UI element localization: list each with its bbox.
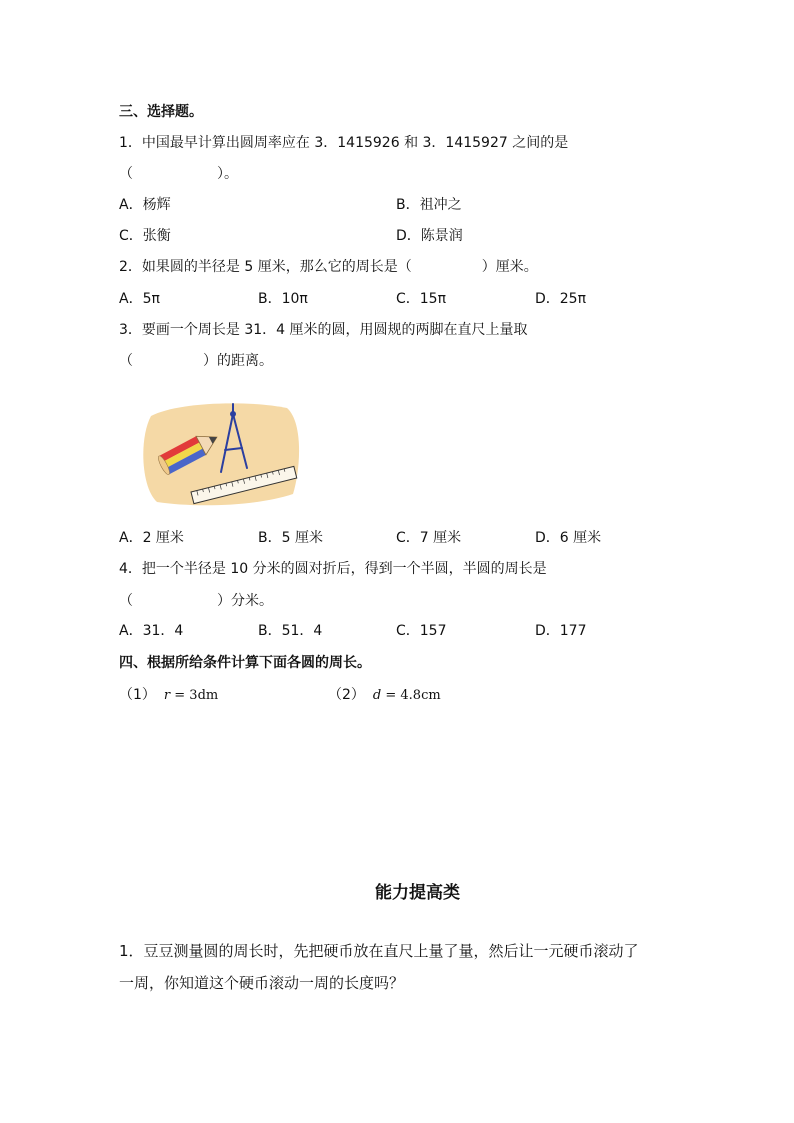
question-2-option-c: C．15π: [396, 291, 447, 307]
item-1-label: （1）: [119, 687, 156, 703]
question-3-option-d: D．6 厘米: [535, 530, 602, 546]
section-3-heading: 三、选择题。: [119, 104, 203, 120]
pencil-compass-ruler-illustration: [137, 398, 302, 508]
question-1-option-b: B．祖冲之: [396, 197, 462, 213]
section-4-item-2: [328, 686, 441, 705]
question-1-option-c: C．张衡: [119, 228, 171, 244]
question-4-option-d: D．177: [535, 623, 587, 639]
item-2-variable: d: [372, 688, 382, 703]
section-4-heading: 四、根据所给条件计算下面各圆的周长。: [119, 655, 371, 671]
question-4-option-a: A．31．4: [119, 623, 184, 639]
question-2-option-d: D．25π: [535, 291, 587, 307]
question-1-text: 1．中国最早计算出圆周率应在 3．1415926 和 3．1415927 之间的是: [119, 135, 569, 151]
question-3-text: 3．要画一个周长是 31．4 厘米的圆，用圆规的两脚在直尺上量取: [119, 322, 528, 338]
question-4-text: 4．把一个半径是 10 分米的圆对折后，得到一个半圆，半圆的周长是: [119, 561, 547, 577]
question-3-option-c: C．7 厘米: [396, 530, 462, 546]
advanced-question-1-line-2: 一周，你知道这个硬币滚动一周的长度吗？: [119, 974, 405, 992]
question-3-answer-blank: （ ）的距离。: [119, 353, 273, 369]
question-2-option-a: A．5π: [119, 291, 160, 307]
question-3-option-b: B．5 厘米: [258, 530, 323, 546]
item-2-label: （2）: [328, 687, 365, 703]
question-4-answer-blank: （ ）分米。: [119, 593, 273, 609]
item-1-variable: r: [163, 688, 171, 703]
question-4-option-b: B．51．4: [258, 623, 323, 639]
item-2-expression: = 4.8cm: [381, 688, 441, 703]
question-1-answer-blank: （ ）。: [119, 166, 238, 182]
question-4-option-c: C．157: [396, 623, 447, 639]
advanced-section-title: 能力提高类: [375, 883, 460, 903]
item-1-expression: = 3dm: [170, 688, 219, 703]
question-1-option-a: A．杨辉: [119, 197, 171, 213]
section-4-item-1: [119, 686, 218, 705]
question-1-option-d: D．陈景润: [396, 228, 463, 244]
advanced-question-1-line-1: 1．豆豆测量圆的周长时，先把硬币放在直尺上量了量，然后让一元硬币滚动了: [119, 942, 639, 960]
question-3-option-a: A．2 厘米: [119, 530, 184, 546]
question-2-text: 2．如果圆的半径是 5 厘米，那么它的周长是（ ）厘米。: [119, 259, 538, 275]
question-2-option-b: B．10π: [258, 291, 308, 307]
